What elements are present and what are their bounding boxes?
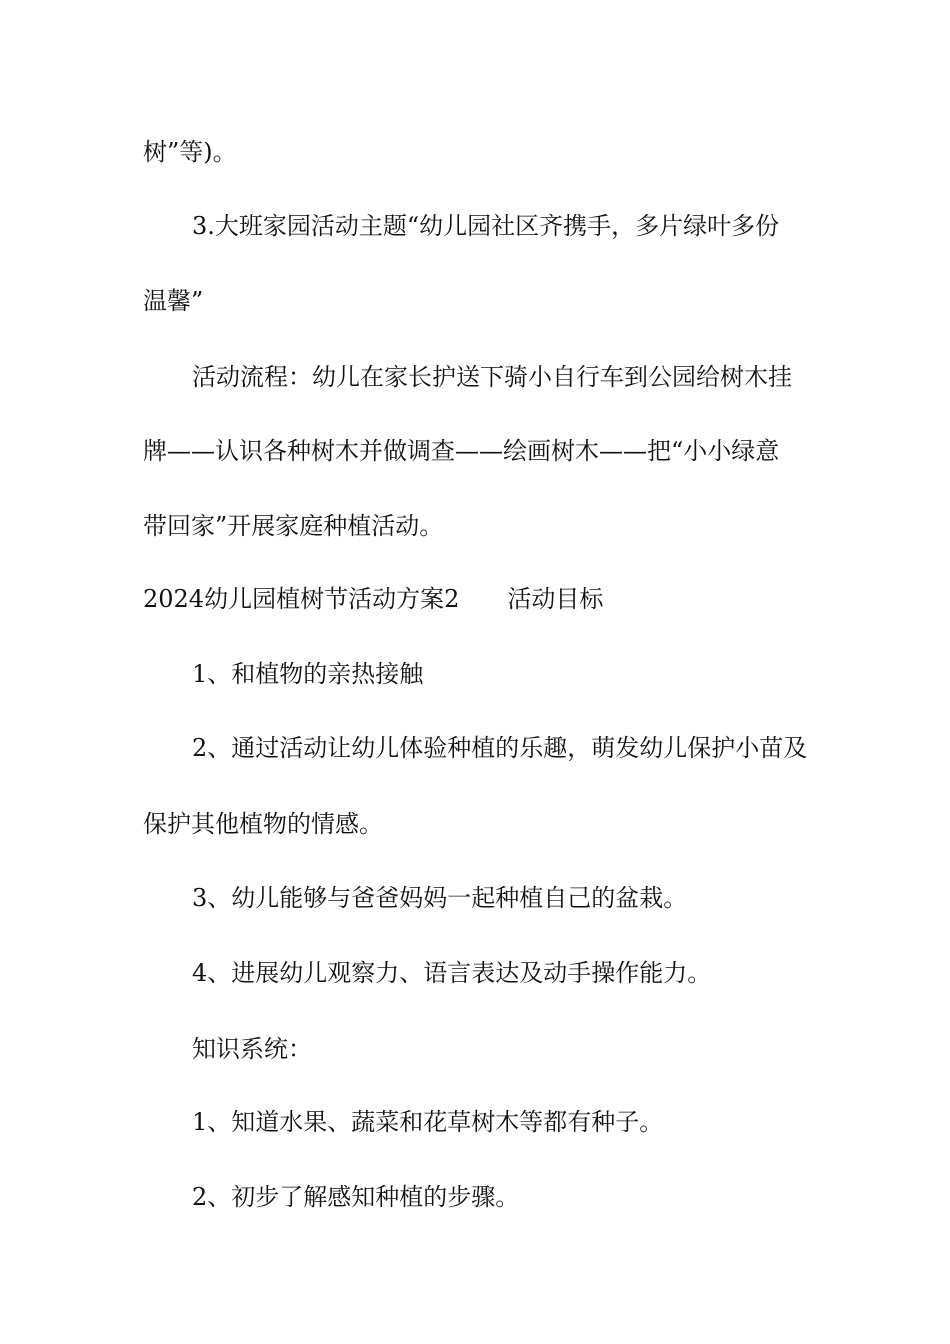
- paragraph-line: 保护其他植物的情感。: [143, 810, 383, 838]
- paragraph-line: 活动流程：幼儿在家长护送下骑小自行车到公园给树木挂: [192, 363, 792, 391]
- list-item: 1、和植物的亲热接触: [192, 660, 424, 688]
- paragraph-line: 3.大班家园活动主题“幼儿园社区齐携手，多片绿叶多份: [192, 212, 780, 240]
- section-heading: [143, 583, 813, 615]
- paragraph-line: 牌——认识各种树木并做调查——绘画树木——把“小小绿意: [143, 437, 780, 465]
- subsection-heading: 知识系统：: [192, 1035, 312, 1063]
- list-item: 3、幼儿能够与爸爸妈妈一起种植自己的盆栽。: [192, 884, 688, 912]
- section-subtitle: 活动目标: [507, 585, 604, 613]
- list-item: 2、通过活动让幼儿体验种植的乐趣，萌发幼儿保护小苗及: [192, 734, 808, 762]
- list-item: 2、初步了解感知种植的步骤。: [192, 1183, 520, 1211]
- paragraph-line: 带回家”开展家庭种植活动。: [143, 512, 444, 540]
- list-item: 4、进展幼儿观察力、语言表达及动手操作能力。: [192, 959, 712, 987]
- list-item: 1、知道水果、蔬菜和花草树木等都有种子。: [192, 1108, 664, 1136]
- section-title: 2024幼儿园植树节活动方案2: [143, 585, 460, 613]
- paragraph-line: 温馨”: [143, 287, 204, 315]
- paragraph-line: 树”等)。: [143, 138, 237, 166]
